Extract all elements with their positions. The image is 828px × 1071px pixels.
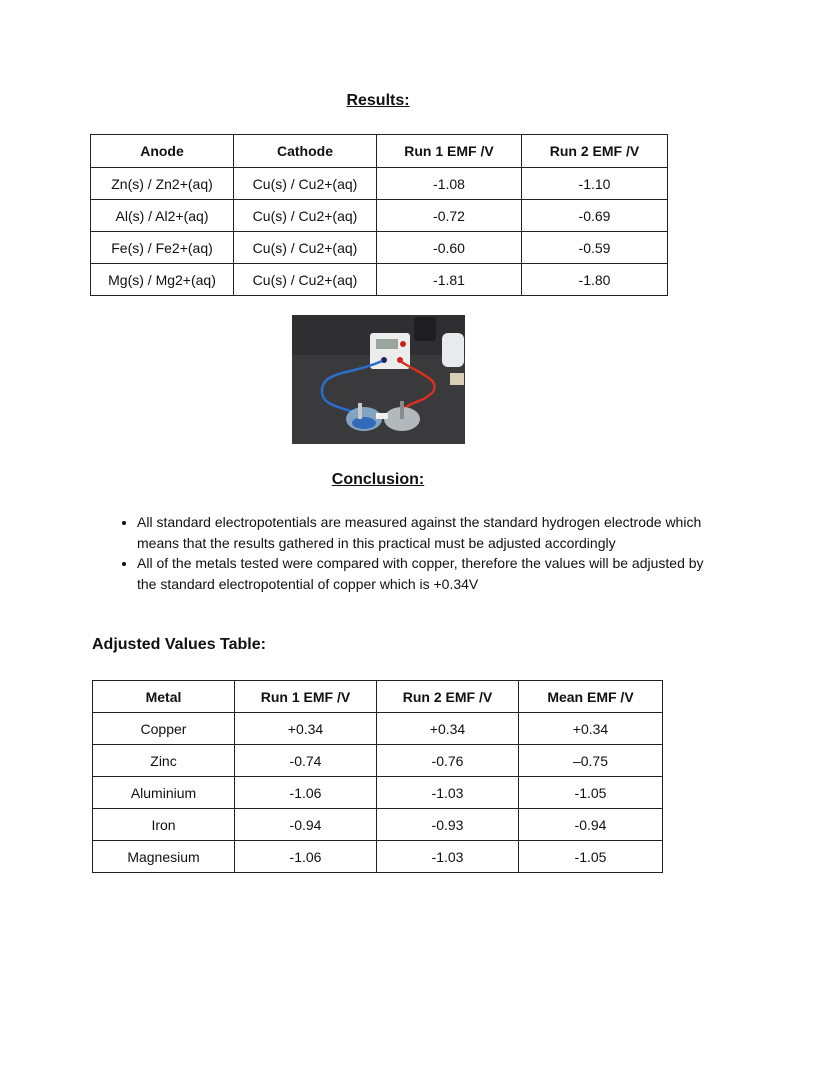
table-cell: Mg(s) / Mg2+(aq) [91, 264, 234, 296]
adjusted-values-table [92, 680, 663, 873]
column-header: Metal [93, 681, 235, 713]
table-cell: -0.76 [377, 745, 519, 777]
table-cell: -1.05 [519, 777, 663, 809]
results-table [90, 134, 668, 296]
table-cell: -1.03 [377, 777, 519, 809]
table-cell: Zn(s) / Zn2+(aq) [91, 168, 234, 200]
column-header: Run 1 EMF /V [235, 681, 377, 713]
table-cell: -1.05 [519, 841, 663, 873]
table-header-row [91, 135, 668, 168]
table-row [93, 809, 663, 841]
table-row [93, 841, 663, 873]
table-row [93, 777, 663, 809]
adjusted-values-heading: Adjusted Values Table: [92, 636, 266, 653]
table-cell: Magnesium [93, 841, 235, 873]
results-heading: Results: [346, 92, 410, 109]
table-cell: +0.34 [377, 713, 519, 745]
table-cell: -0.69 [522, 200, 668, 232]
table-row [91, 264, 668, 296]
table-cell: -1.08 [377, 168, 522, 200]
experiment-photo-illustration [292, 315, 465, 444]
table-cell: Cu(s) / Cu2+(aq) [234, 168, 377, 200]
table-cell: -1.80 [522, 264, 668, 296]
column-header: Run 2 EMF /V [377, 681, 519, 713]
table-cell: -0.94 [519, 809, 663, 841]
list-item: • All standard electropotentials are measured against the standard hydrogen electrode which means that the results gathered in this practical must be adjusted accordingly [137, 512, 717, 553]
table-cell: -0.74 [235, 745, 377, 777]
table-row [93, 713, 663, 745]
table-cell: Cu(s) / Cu2+(aq) [234, 264, 377, 296]
column-header: Mean EMF /V [519, 681, 663, 713]
table-cell: -0.93 [377, 809, 519, 841]
table-cell: Al(s) / Al2+(aq) [91, 200, 234, 232]
table-cell: Aluminium [93, 777, 235, 809]
column-header: Run 1 EMF /V [377, 135, 522, 168]
table-cell: Cu(s) / Cu2+(aq) [234, 232, 377, 264]
table-header-row [93, 681, 663, 713]
table-cell: Fe(s) / Fe2+(aq) [91, 232, 234, 264]
table-cell: -1.06 [235, 841, 377, 873]
conclusion-list [100, 512, 717, 594]
table-cell: -1.81 [377, 264, 522, 296]
table-cell: -0.60 [377, 232, 522, 264]
table-cell: -0.94 [235, 809, 377, 841]
table-cell: Copper [93, 713, 235, 745]
table-cell: Iron [93, 809, 235, 841]
table-row [91, 232, 668, 264]
table-cell: Zinc [93, 745, 235, 777]
table-cell: -0.59 [522, 232, 668, 264]
table-cell: Cu(s) / Cu2+(aq) [234, 200, 377, 232]
table-cell: –0.75 [519, 745, 663, 777]
experiment-photo [292, 315, 465, 444]
column-header: Cathode [234, 135, 377, 168]
list-item: • All of the metals tested were compared with copper, therefore the values will be adjusted by the standard electropotential of copper which is +0.34V [137, 553, 717, 594]
column-header: Anode [91, 135, 234, 168]
table-cell: -1.03 [377, 841, 519, 873]
table-row [91, 168, 668, 200]
table-cell: -1.06 [235, 777, 377, 809]
table-cell: +0.34 [519, 713, 663, 745]
table-cell: -0.72 [377, 200, 522, 232]
table-row [93, 745, 663, 777]
column-header: Run 2 EMF /V [522, 135, 668, 168]
table-row [91, 200, 668, 232]
conclusion-heading: Conclusion: [331, 471, 425, 488]
table-cell: -1.10 [522, 168, 668, 200]
table-cell: +0.34 [235, 713, 377, 745]
